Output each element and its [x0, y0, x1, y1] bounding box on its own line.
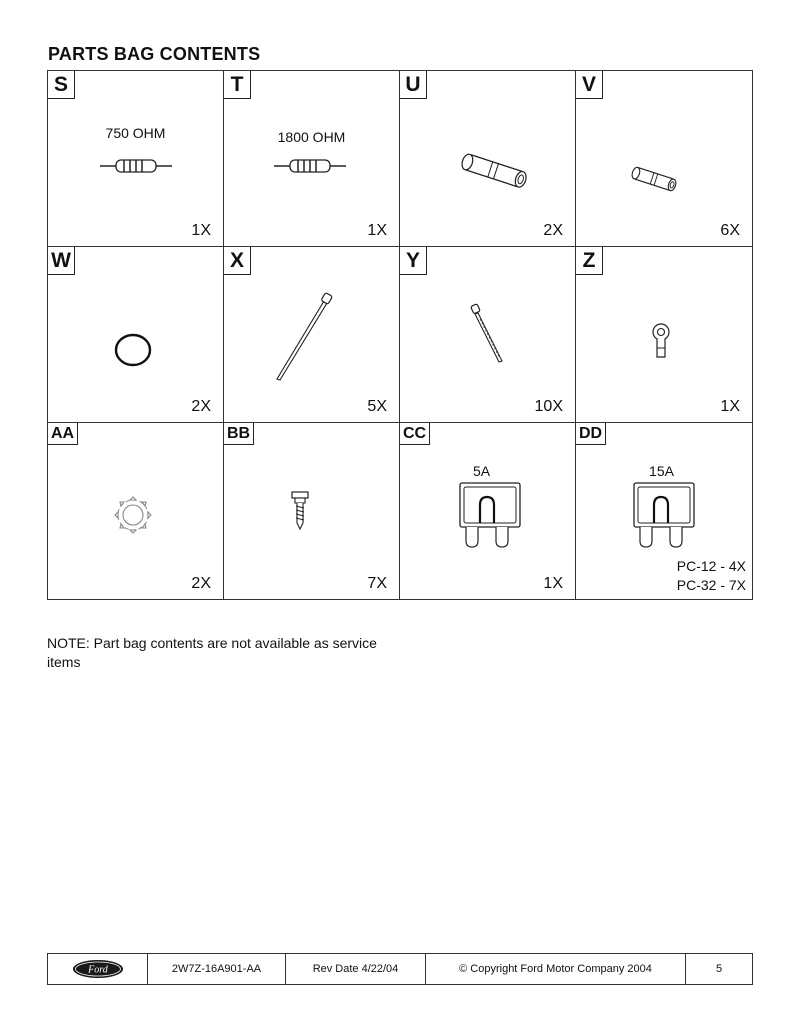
part-quantity: 1X — [191, 222, 211, 239]
part-cell-bb — [224, 423, 400, 599]
part-cell-z — [576, 247, 752, 423]
ring-terminal-icon — [576, 247, 752, 423]
ford-logo-text: Ford — [87, 964, 108, 976]
part-letter: DD — [576, 423, 606, 445]
part-quantity-list — [677, 557, 746, 595]
page-title: PARTS BAG CONTENTS — [48, 44, 261, 64]
part-letter: S — [48, 71, 75, 99]
part-cell-x — [224, 247, 400, 423]
resistor-icon — [48, 71, 224, 247]
part-label: 15A — [649, 463, 674, 479]
part-label: 1800 OHM — [277, 129, 346, 145]
part-cell-u — [400, 71, 576, 247]
ford-logo — [71, 959, 125, 979]
cable-tie-icon — [400, 247, 576, 423]
part-label: 750 OHM — [105, 125, 166, 141]
part-letter: AA — [48, 423, 78, 445]
part-quantity: PC-12 - 4X — [676, 558, 746, 574]
part-quantity: 6X — [720, 222, 740, 239]
resistor-icon — [224, 71, 400, 247]
part-quantity: 2X — [191, 398, 211, 415]
part-cell-cc — [400, 423, 576, 599]
part-label: 5A — [472, 463, 491, 479]
footer-table — [47, 953, 753, 985]
part-letter: CC — [400, 423, 430, 445]
part-cell-w — [48, 247, 224, 423]
butt-connector-icon — [576, 71, 752, 247]
part-quantity: 10X — [534, 398, 563, 415]
footer-logo-cell — [48, 954, 148, 984]
part-quantity: 5X — [367, 398, 387, 415]
part-cell-v — [576, 71, 752, 247]
o-ring-icon — [48, 247, 224, 423]
part-letter: T — [224, 71, 251, 99]
part-cell-y — [400, 247, 576, 423]
part-letter: U — [400, 71, 427, 99]
part-cell-s — [48, 71, 224, 247]
part-letter: W — [48, 247, 75, 275]
footer-copyright: © Copyright Ford Motor Company 2004 — [426, 954, 686, 984]
footer-rev-date: Rev Date 4/22/04 — [286, 954, 426, 984]
part-letter: X — [224, 247, 251, 275]
part-letter: Y — [400, 247, 427, 275]
butt-connector-icon — [400, 71, 576, 247]
part-quantity: PC-32 - 7X — [676, 577, 746, 593]
part-letter: V — [576, 71, 603, 99]
screw-icon — [224, 423, 400, 599]
part-quantity: 7X — [367, 575, 387, 592]
part-cell-dd — [576, 423, 752, 599]
part-quantity: 1X — [720, 398, 740, 415]
lock-washer-icon — [48, 423, 224, 599]
part-quantity: 2X — [191, 575, 211, 592]
note-text: NOTE: Part bag contents are not available as service items — [47, 635, 377, 670]
cable-tie-icon — [224, 247, 400, 423]
part-quantity: 1X — [543, 575, 563, 592]
part-letter: Z — [576, 247, 603, 275]
part-letter: BB — [224, 423, 254, 445]
part-quantity: 2X — [543, 222, 563, 239]
part-quantity: 1X — [367, 222, 387, 239]
part-cell-t — [224, 71, 400, 247]
blade-fuse-icon — [400, 423, 576, 599]
part-cell-aa — [48, 423, 224, 599]
parts-grid — [47, 70, 753, 600]
footer-part-number: 2W7Z-16A901-AA — [148, 954, 286, 984]
footer-page-number: 5 — [715, 963, 723, 975]
